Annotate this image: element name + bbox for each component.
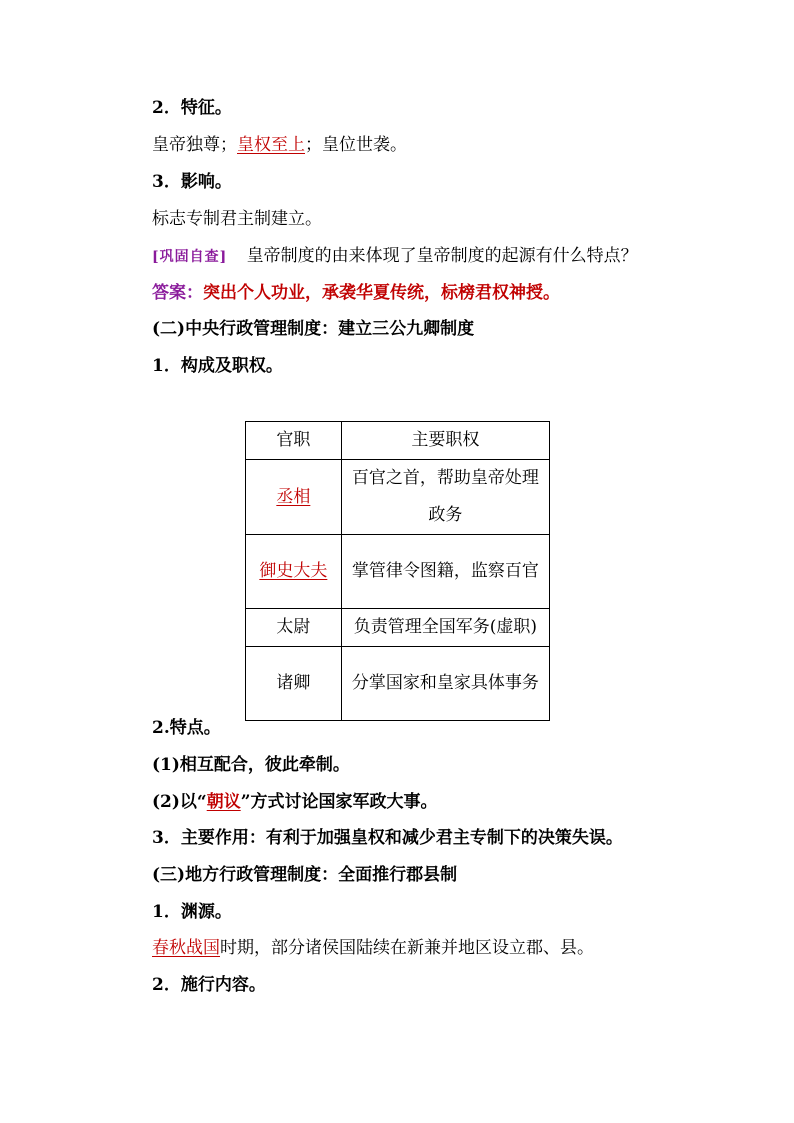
blank-fill-supremacy: 皇权至上 xyxy=(237,135,305,155)
trait-2-suffix: ”方式讨论国家军政大事。 xyxy=(240,792,438,812)
trait-1: (1)相互配合，彼此牵制。 xyxy=(152,755,350,775)
composition-heading: 1．构成及职权。 xyxy=(152,356,283,376)
review-line xyxy=(152,245,638,268)
section-heading-local: (三)地方行政管理制度：全面推行郡县制 xyxy=(152,865,458,885)
features-line xyxy=(152,134,407,156)
table-row xyxy=(246,460,550,535)
section-heading-central: (二)中央行政管理制度：建立三公九卿制度 xyxy=(152,319,475,339)
table-header-row xyxy=(246,422,550,460)
answer-label: 答案： xyxy=(152,283,203,303)
office-taiwei: 太尉 xyxy=(246,609,342,647)
review-tag: [巩固自查] xyxy=(152,249,228,265)
officials-table xyxy=(245,421,550,721)
office-censor: 御史大夫 xyxy=(259,561,328,581)
table-header-duty: 主要职权 xyxy=(341,422,549,460)
answer-line xyxy=(152,282,560,304)
trait-2 xyxy=(152,791,437,813)
origin-line xyxy=(152,937,594,959)
main-role-line: 3．主要作用：有利于加强皇权和减少君主专制下的决策失误。 xyxy=(152,828,623,848)
office-chancellor: 丞相 xyxy=(276,486,311,507)
features-prefix: 皇帝独尊； xyxy=(152,135,237,155)
implementation-heading: 2．施行内容。 xyxy=(152,975,266,995)
duty-ministers: 分掌国家和皇家具体事务 xyxy=(341,647,549,721)
duty-censor: 掌管律令图籍，监察百官 xyxy=(341,535,549,609)
answer-text: 突出个人功业，承袭华夏传统，标榜君权神授。 xyxy=(203,283,560,303)
features-suffix: ；皇位世袭。 xyxy=(305,135,407,155)
influence-text: 标志专制君主制建立。 xyxy=(152,209,322,229)
traits-heading: 2.特点。 xyxy=(152,718,221,738)
table-row xyxy=(246,535,550,609)
section-heading-features: 2．特征。 xyxy=(152,98,232,118)
duty-taiwei: 负责管理全国军务(虚职) xyxy=(341,609,549,647)
trait-2-prefix: (2)以“ xyxy=(152,792,207,812)
review-question: 皇帝制度的由来体现了皇帝制度的起源有什么特点？ xyxy=(246,246,638,266)
origin-heading: 1．渊源。 xyxy=(152,902,232,922)
section-heading-influence: 3．影响。 xyxy=(152,172,232,192)
duty-chancellor: 百官之首，帮助皇帝处理政务 xyxy=(341,460,549,535)
origin-text: 时期，部分诸侯国陆续在新兼并地区设立郡、县。 xyxy=(220,938,594,958)
blank-fill-court-discussion: 朝议 xyxy=(206,792,241,812)
blank-fill-spring-autumn: 春秋战国 xyxy=(152,938,220,958)
table-row xyxy=(246,647,550,721)
office-ministers: 诸卿 xyxy=(246,647,342,721)
table-header-office: 官职 xyxy=(246,422,342,460)
table-row xyxy=(246,609,550,647)
